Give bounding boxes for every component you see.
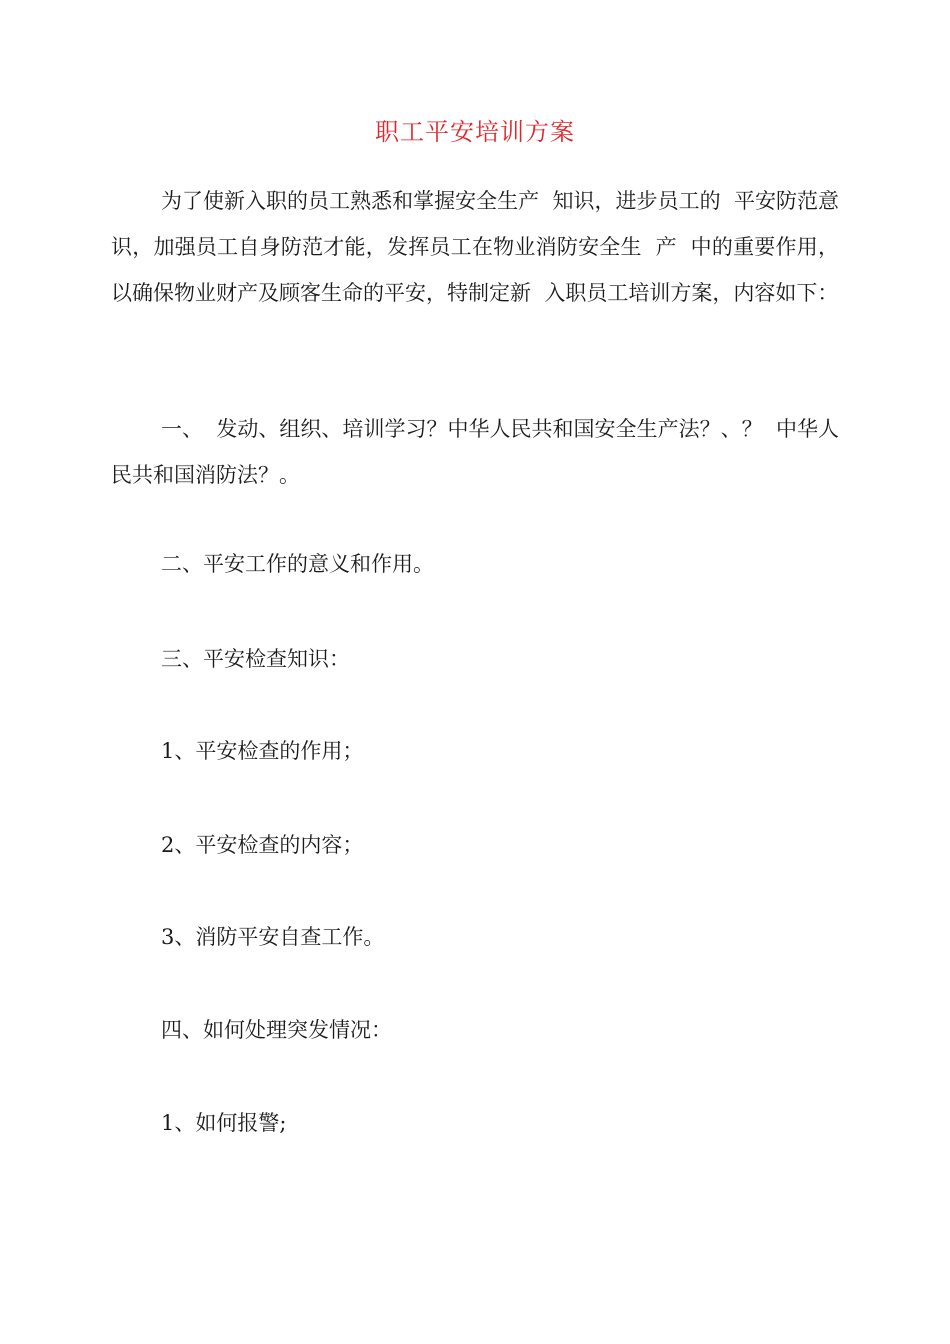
section-item-4: 四、如何处理突发情况： — [161, 1018, 392, 1042]
sub-item-4-1: 1、如何报警; — [161, 1111, 287, 1135]
sub-item-3-1: 1、平安检查的作用； — [161, 739, 364, 763]
section-item-1: 一、 发动、组织、培训学习？中华人民共和国安全生产法？、？ 中华人民共和国消防法？。 — [111, 417, 839, 487]
sub-item-3-2: 2、平安检查的内容； — [161, 833, 364, 857]
section-item-3: 三、平安检查知识： — [161, 647, 350, 671]
section-item-2: 二、平安工作的意义和作用。 — [161, 552, 434, 576]
sub-item-3-3: 3、消防平安自查工作。 — [161, 925, 385, 949]
intro-paragraph: 为了使新入职的员工熟悉和掌握安全生产 知识，进步员工的 平安防范意识，加强员工自身防范才能，发挥员工在物业消防安全生 产 中的重要作用，以确保物业财产及顾客生命的平安，特制定新 入职员工培训方案，内容如下： — [111, 189, 839, 305]
document-title: 职工平安培训方案 — [375, 118, 575, 146]
